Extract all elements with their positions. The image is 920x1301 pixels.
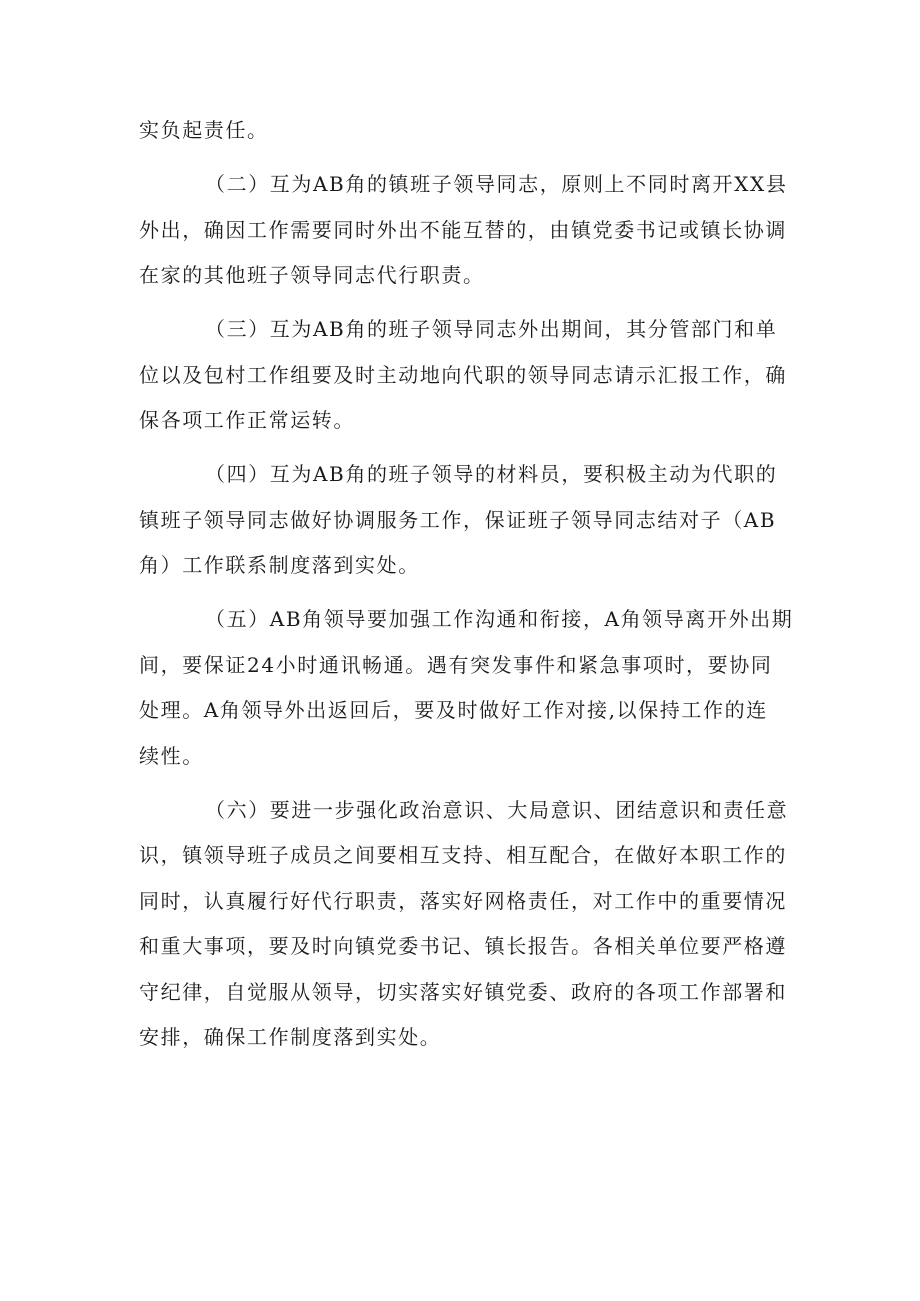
text-line: 识，镇领导班子成员之间要相互支持、相互配合，在做好本职工作的: [139, 843, 787, 867]
text-line: 处理。A角领导外出返回后，要及时做好工作对接,以保持工作的连: [139, 698, 768, 722]
text-line: 位以及包村工作组要及时主动地向代职的领导同志请示汇报工作，确: [139, 362, 787, 387]
paragraph-6: [139, 788, 789, 1061]
text-line: 守纪律，自觉服从领导，切实落实好镇党委、政府的各项工作部署和: [139, 979, 787, 1004]
text-line: 镇班子领导同志做好协调服务工作，保证班子领导同志结对子（AB: [139, 507, 777, 532]
text-line: 实负起责任。: [139, 118, 269, 142]
text-line: 角）工作联系制度落到实处。: [139, 553, 420, 577]
text-line: 保各项工作正常运转。: [139, 408, 355, 432]
text-line: 和重大事项，要及时向镇党委书记、镇长报告。各相关单位要严格遵: [139, 934, 787, 958]
text-line: （四）互为AB角的班子领导的材料员，要积极主动为代职的: [205, 462, 778, 486]
text-line: 续性。: [139, 743, 204, 768]
paragraph-5: [139, 597, 794, 779]
document-body: [139, 108, 794, 1061]
text-line: 外出，确因工作需要同时外出不能互替的，由镇党委书记或镇长协调: [139, 217, 787, 242]
paragraph-4: [139, 452, 784, 589]
text-line: 同时，认真履行好代行职责，落实好网格责任，对工作中的重要情况: [139, 888, 787, 913]
text-line: （五）AB角领导要加强工作沟通和衔接，A角领导离开外出期: [205, 607, 794, 631]
text-line: （二）互为AB角的镇班子领导同志，原则上不同时离开XX县: [205, 172, 788, 196]
text-line: 在家的其他班子领导同志代行职责。: [139, 263, 485, 287]
paragraph-1: [139, 108, 784, 154]
text-line: 安排，确保工作制度落到实处。: [139, 1025, 442, 1049]
text-line: （六）要进一步强化政治意识、大局意识、团结意识和责任意: [205, 797, 789, 822]
text-line: （三）互为AB角的班子领导同志外出期间，其分管部门和单: [205, 317, 778, 341]
text-line: 间，要保证24小时通讯畅通。遇有突发事件和紧急事项时，要协同: [139, 652, 773, 677]
paragraph-2: [139, 162, 788, 299]
paragraph-3: [139, 307, 787, 444]
